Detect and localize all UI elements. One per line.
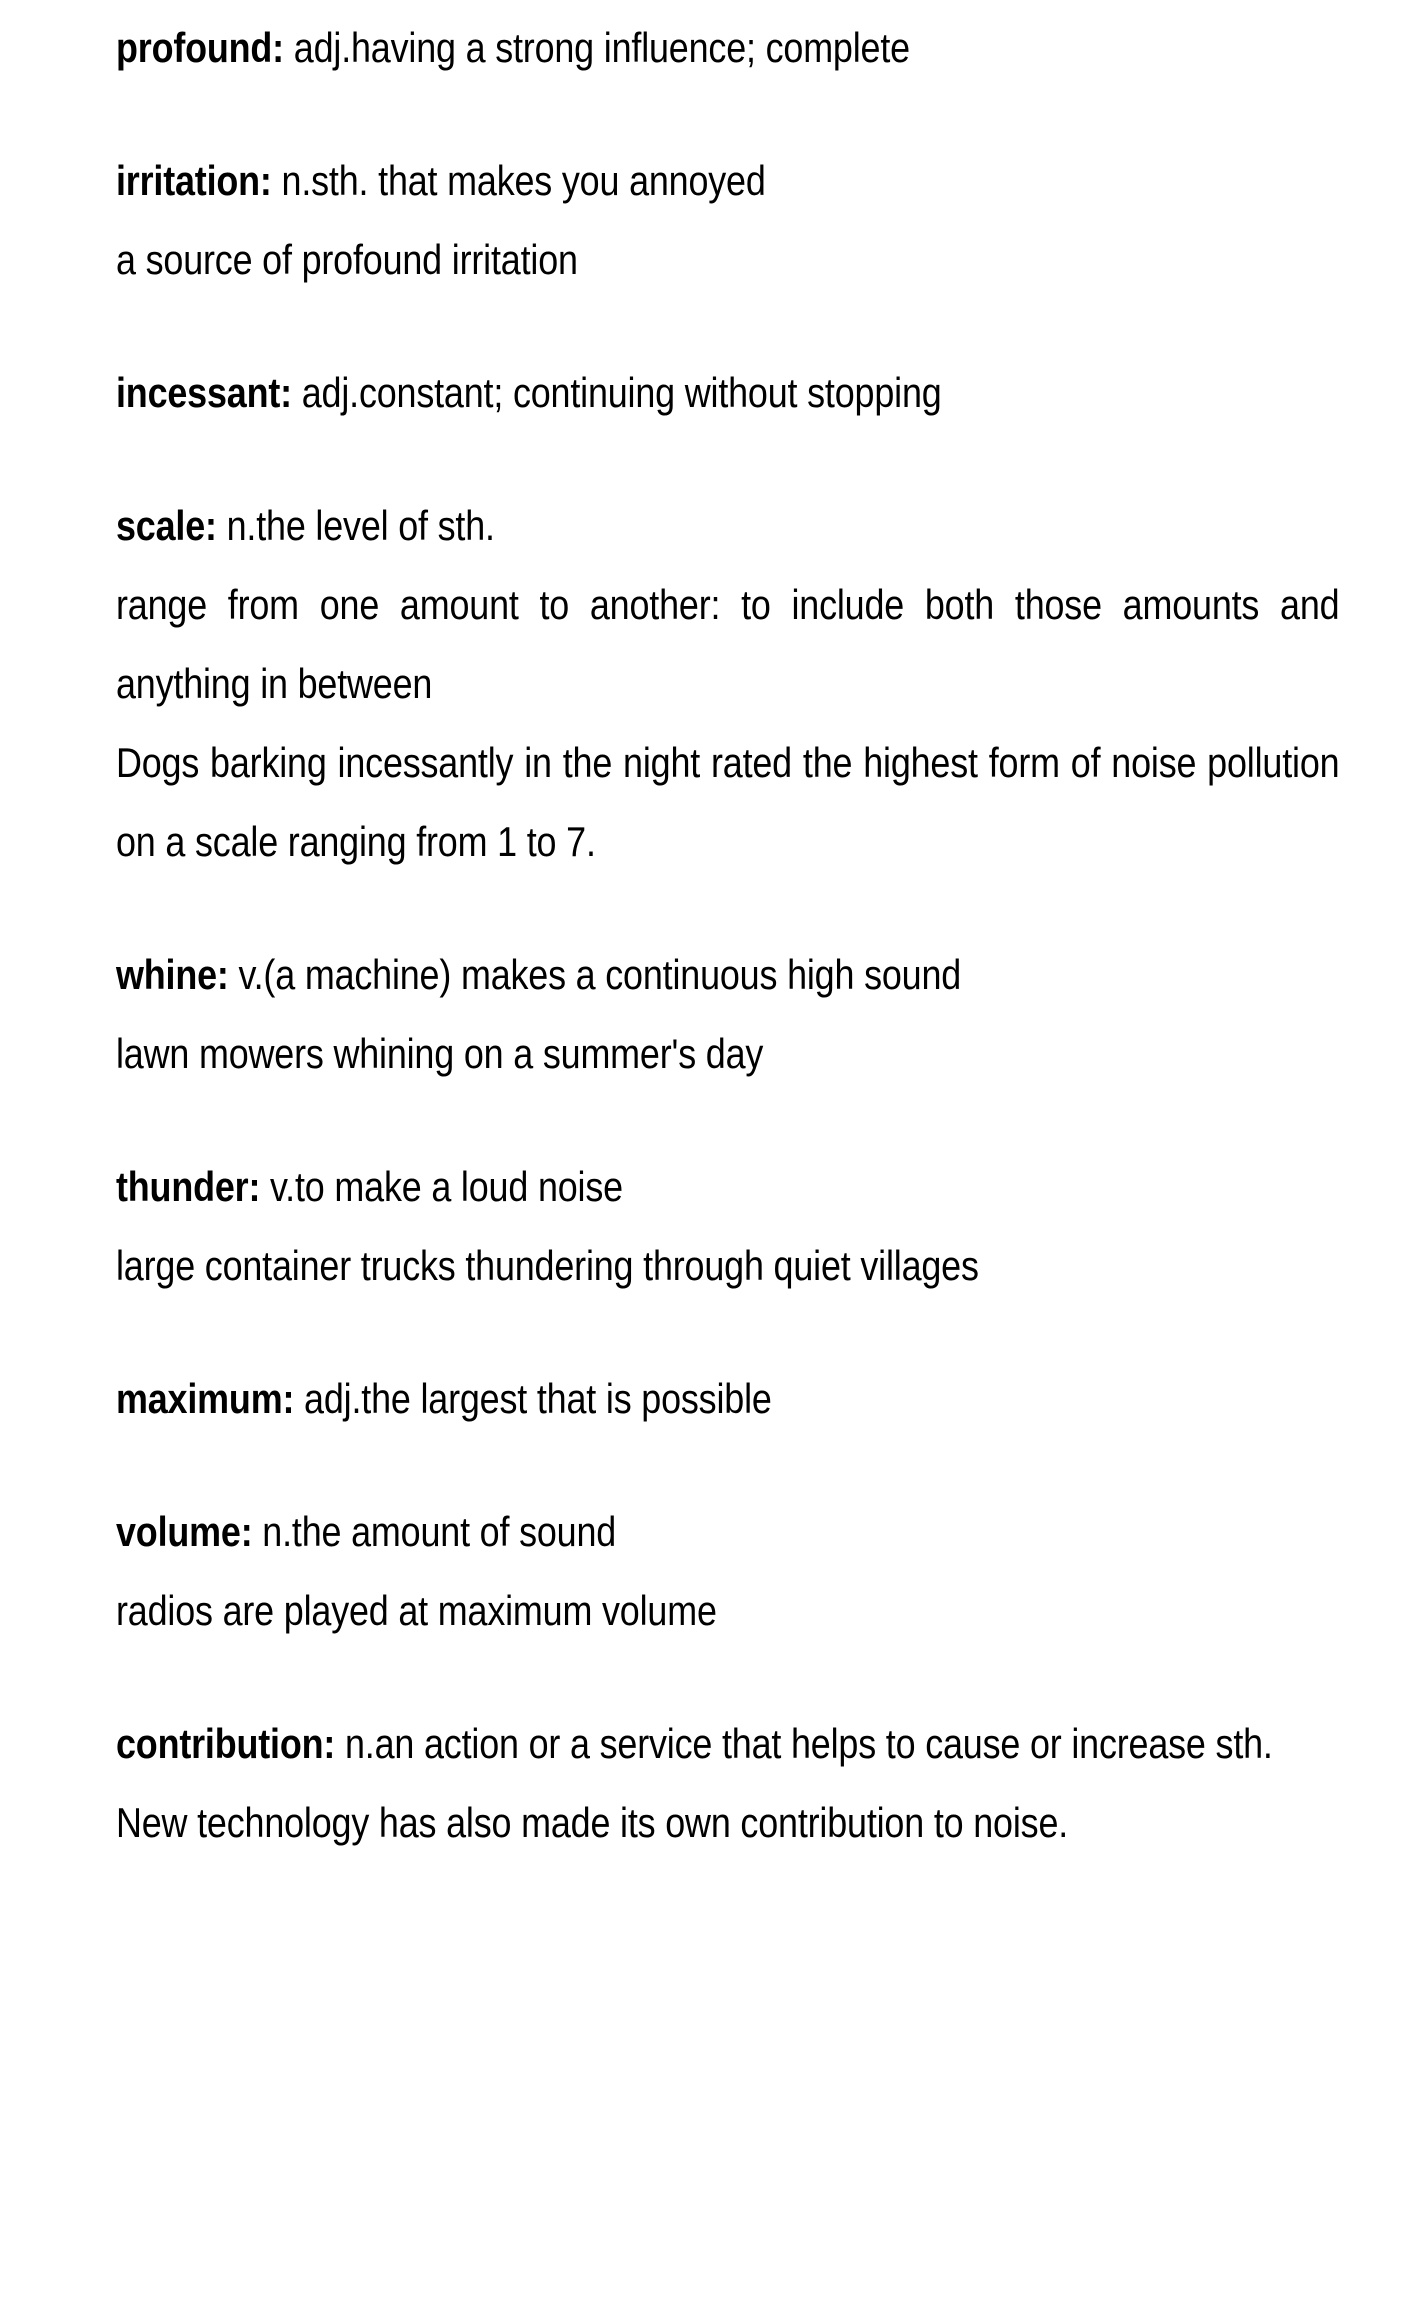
headword: profound: bbox=[116, 24, 284, 71]
definition: adj.constant; continuing without stopping bbox=[301, 369, 942, 416]
example-sentence: Dogs barking incessantly in the night rated the highest form of noise pollution on a scale ranging from 1 to 7. bbox=[116, 739, 1340, 865]
entry-headline bbox=[116, 1359, 1339, 1438]
headword: thunder: bbox=[116, 1163, 261, 1210]
vocab-entry-profound bbox=[116, 8, 1339, 87]
example-sentence: lawn mowers whining on a summer's day bbox=[116, 1030, 764, 1077]
entry-headline bbox=[116, 1147, 1339, 1226]
definition: n.sth. that makes you annoyed bbox=[281, 157, 766, 204]
vocab-entry-volume bbox=[116, 1492, 1339, 1650]
definition: v.to make a loud noise bbox=[270, 1163, 623, 1210]
example-sentence: a source of profound irritation bbox=[116, 236, 578, 283]
vocab-entry-thunder bbox=[116, 1147, 1339, 1305]
example-sentence: radios are played at maximum volume bbox=[116, 1587, 717, 1634]
vocab-entry-contribution bbox=[116, 1704, 1339, 1862]
vocab-entry-irritation bbox=[116, 141, 1339, 299]
notes-page bbox=[0, 8, 1417, 2301]
entry-headline bbox=[116, 1492, 1339, 1571]
vocab-entry-incessant bbox=[116, 353, 1339, 432]
entry-headline bbox=[116, 935, 1339, 1014]
entry-headline bbox=[116, 8, 1339, 87]
vocab-entry-scale bbox=[116, 486, 1339, 881]
entry-headline bbox=[116, 486, 1339, 565]
headword: whine: bbox=[116, 951, 229, 998]
definition: adj.the largest that is possible bbox=[304, 1375, 772, 1422]
example-sentence: range from one amount to another: to include both those amounts and anything in between bbox=[116, 581, 1340, 707]
headword: irritation: bbox=[116, 157, 272, 204]
headword: maximum: bbox=[116, 1375, 295, 1422]
definition: v.(a machine) makes a continuous high sound bbox=[238, 951, 962, 998]
headword: contribution: bbox=[116, 1720, 336, 1767]
definition: n.an action or a service that helps to cause or increase sth. bbox=[344, 1720, 1273, 1767]
vocab-entry-whine bbox=[116, 935, 1339, 1093]
definition: n.the amount of sound bbox=[262, 1508, 617, 1555]
definition: n.the level of sth. bbox=[226, 502, 495, 549]
headword: scale: bbox=[116, 502, 217, 549]
headword: volume: bbox=[116, 1508, 253, 1555]
headword: incessant: bbox=[116, 369, 292, 416]
definition: adj.having a strong influence; complete bbox=[293, 24, 910, 71]
entry-headline bbox=[116, 141, 1339, 220]
entry-headline bbox=[116, 353, 1339, 432]
example-sentence: New technology has also made its own contribution to noise. bbox=[116, 1799, 1069, 1846]
entry-headline bbox=[116, 1704, 1339, 1783]
example-sentence: large container trucks thundering through quiet villages bbox=[116, 1242, 979, 1289]
vocab-entry-maximum bbox=[116, 1359, 1339, 1438]
